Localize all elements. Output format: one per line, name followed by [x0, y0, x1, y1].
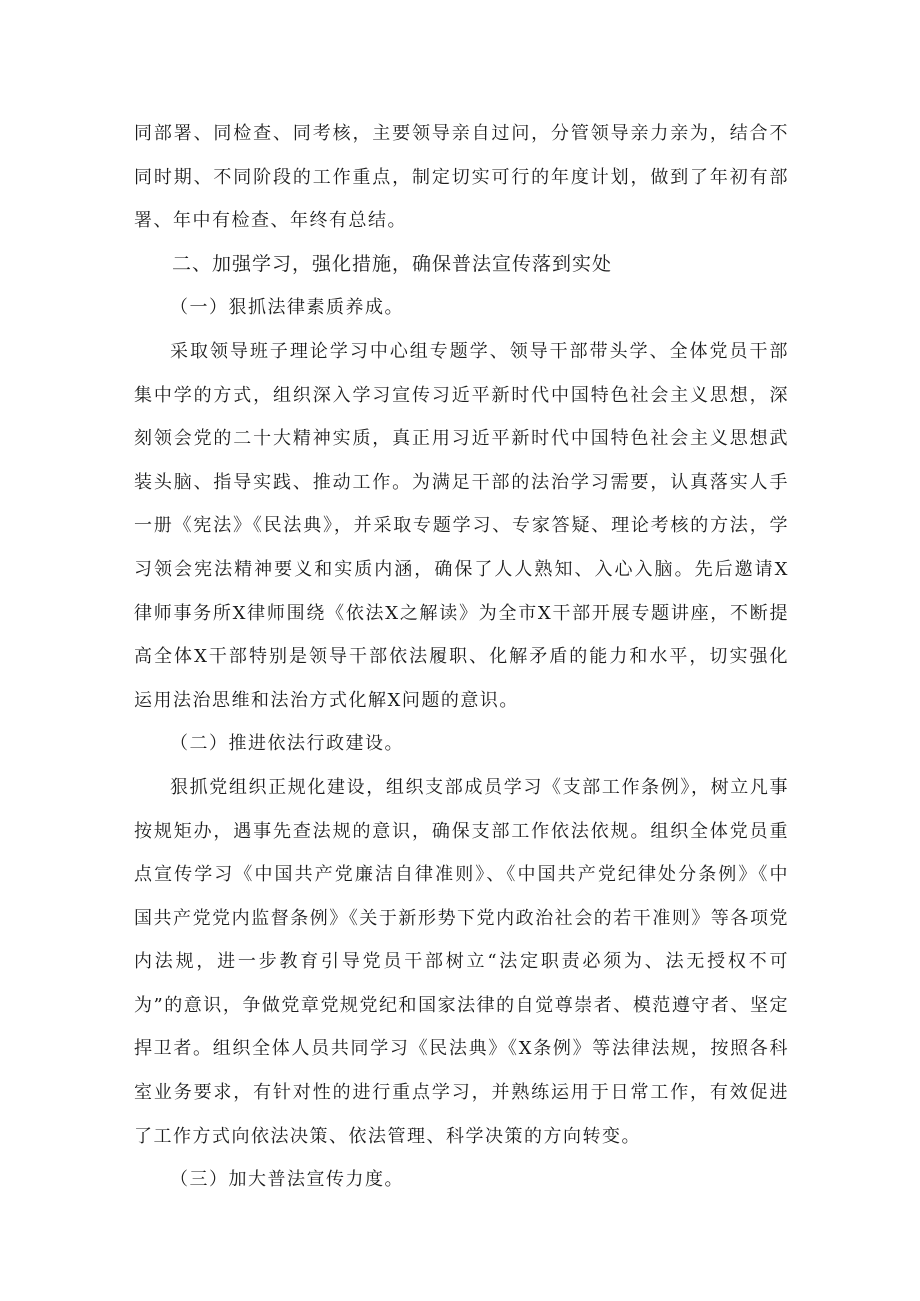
paragraph-legal-literacy: 采取领导班子理论学习中心组专题学、领导干部带头学、全体党员干部集中学的方式，组织深入学习宣传习近平新时代中国特色社会主义思想，深刻领会党的二十大精神实质，真正用习近平新时代中国特色社会主义思想武装头脑、指导实践、推动工作。为满足干部的法治学习需要，认真落实人手一册《宪法》《民法典》，并采取专题学习、专家答疑、理论考核的方法，学习领会宪法精神要义和实质内涵，确保了人人熟知、入心入脑。先后邀请X律师事务所X律师围绕《依法X之解读》为全市X干部开展专题讲座，不断提高全体X干部特别是领导干部依法履职、化解矛盾的能力和水平，切实强化运用法治思维和法治方式化解X问题的意识。	[134, 340, 789, 711]
paragraph-lawful-administration: 狠抓党组织正规化建设，组织支部成员学习《支部工作条例》，树立凡事按规矩办，遇事先查法规的意识，确保支部工作依法依规。组织全体党员重点宣传学习《中国共产党廉洁自律准则》、《中国共产党纪律处分条例》《中国共产党党内监督条例》《关于新形势下党内政治社会的若干准则》等各项党内法规，进一步教育引导党员干部树立“法定职责必须为、法无授权不可为”的意识，争做党章党规党纪和国家法律的自觉尊崇者、模范遵守者、坚定捍卫者。组织全体人员共同学习《民法典》《X条例》等法律法规，按照各科室业务要求，有针对性的进行重点学习，并熟练运用于日常工作，有效促进了工作方式向依法决策、依法管理、科学决策的方向转变。	[134, 776, 789, 1147]
subsection-heading-2: （二）推进依法行政建设。	[170, 733, 404, 755]
document-body	[134, 112, 789, 1202]
section-heading-2: 二、加强学习，强化措施，确保普法宣传落到实处	[172, 252, 613, 275]
subsection-heading-3: （三）加大普法宣传力度。	[170, 1169, 404, 1191]
paragraph-continuation: 同部署、同检查、同考核，主要领导亲自过问，分管领导亲力亲为，结合不同时期、不同阶段的工作重点，制定切实可行的年度计划，做到了年初有部署、年中有检查、年终有总结。	[134, 123, 789, 232]
subsection-heading-1: （一）狠抓法律素质养成。	[170, 297, 404, 319]
